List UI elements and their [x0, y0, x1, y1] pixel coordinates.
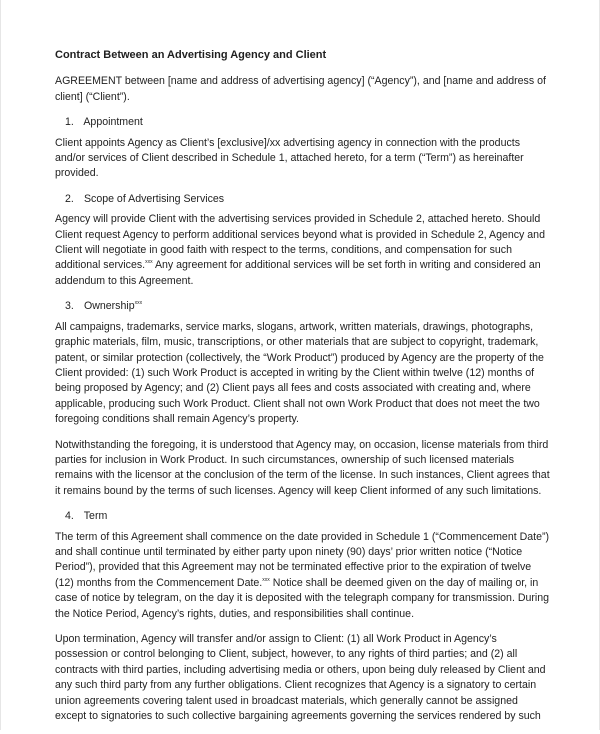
- section-paragraph: Notwithstanding the foregoing, it is understood that Agency may, on occasion, license materials from third parties for inclusion in Work Product. In such circumstances, ownership of such licensed materials remains with the licensor at the conclusion of the term of the license. In such instances, Client agrees that it remains bound by the terms of such licenses. Agency will keep Client informed of any such limitations.: [55, 438, 550, 497]
- section-title: Appointment: [83, 116, 143, 129]
- section-title: Term: [83, 510, 108, 523]
- section-heading-scope: [55, 192, 551, 207]
- paragraph-text: The term of this Agreement shall commence on the date provided in Schedule 1 (“Commencement Date”) and shall continue until terminated by either party upon ninety (90) days’ prior written notice (“Notice Period”), provided that this Agreement may not be terminated effective prior to the expiration of twelve (12) months from the Commencement Date.: [55, 530, 550, 589]
- section-title: Ownership: [83, 300, 135, 313]
- section-heading-appointment: [55, 115, 551, 130]
- section-heading-term: [55, 509, 551, 524]
- paragraph-text: Agency will provide Client with the advertising services provided in Schedule 2, attached hereto. Should Client request Agency to perform additional services beyond what is provided in Schedule 2, Agency and Client will negotiate in good faith with respect to the terms, conditions, and compensation for such additional services.: [55, 213, 545, 272]
- section-paragraph: [55, 212, 551, 289]
- section-paragraph: [55, 530, 551, 622]
- section-number: 2.: [65, 192, 74, 205]
- section-number: 1.: [65, 116, 74, 129]
- section-heading-ownership: [55, 299, 551, 314]
- section-paragraph: Upon termination, Agency will transfer and/or assign to Client: (1) all Work Product in Agency’s possession or control belonging to Client, subject, however, to any rights of third parties; and (2) all contracts with third parties, including advertising media or others, upon being duly released by Client and any such third party from any further obligations. Client recognizes that Agency is a signatory to certain union agreements covering talent used in broadcast materials, which generally cannot be assigned except to signatories to such collective bargaining agreements governing the services rendered by such: [55, 633, 546, 723]
- placeholder-mark: xxx: [262, 576, 270, 583]
- section-number: 3.: [65, 300, 74, 313]
- section-paragraph: Client appoints Agency as Client’s [exclusive]/xx advertising agency in connection with the products and/or services of Client described in Schedule 1, attached hereto, for a term (“Term”) as hereinafter provided.: [55, 136, 524, 180]
- section-title: Scope of Advertising Services: [83, 192, 225, 205]
- document-body: [55, 48, 551, 734]
- intro-paragraph: AGREEMENT between [name and address of advertising agency] (“Agency”), and [name and address of client] (“Client”).: [55, 75, 546, 103]
- paragraph-text: Notice shall be deemed given on the day of mailing or, in case of notice by telegram, on the day it is deposited with the telegraph company for transmission. During the Notice Period, Agency’s rights, duties, and responsibilities shall continue.: [55, 576, 550, 620]
- section-number: 4.: [65, 510, 74, 523]
- section-paragraph: All campaigns, trademarks, service marks, slogans, artwork, written materials, drawings, photographs, graphic materials, film, music, transcriptions, or other materials that are subject to copyright, trademark, patent, or similar protection (collectively, the “Work Product”) produced by Agency are the property of the Client provided: (1) such Work Product is accepted in writing by the Client within twelve (12) months of being proposed by Agency; and (2) Client pays all fees and costs associated with creating and, where applicable, producing such Work Product. Client shall not own Work Product that does not meet the two foregoing conditions shall remain Agency’s property.: [55, 320, 544, 426]
- placeholder-mark: xxx: [134, 300, 143, 307]
- paragraph-text: Any agreement for additional services will be set forth in writing and considered an addendum to this Agreement.: [55, 259, 541, 287]
- document-title: Contract Between an Advertising Agency and Client: [55, 49, 327, 61]
- placeholder-mark: xxx: [145, 259, 153, 266]
